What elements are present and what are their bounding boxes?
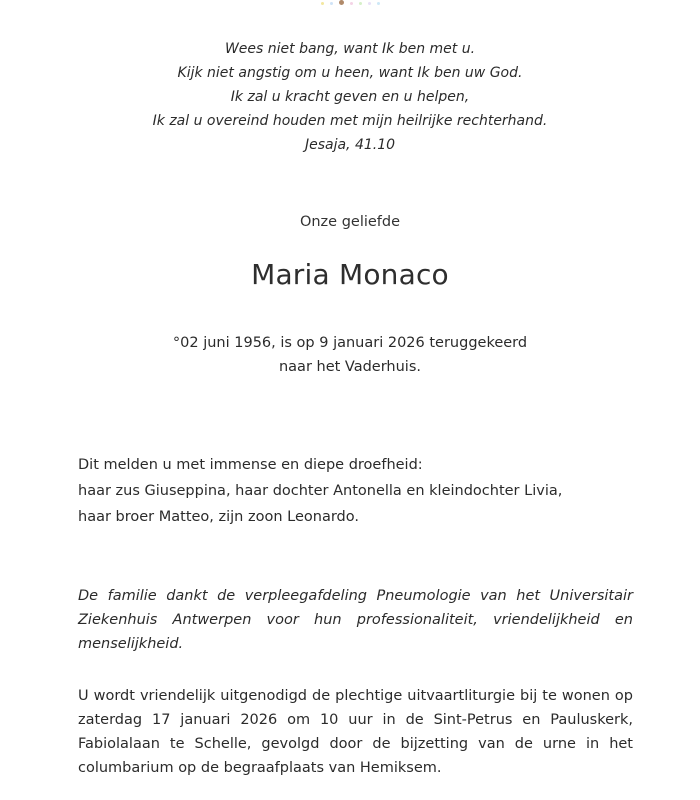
verse-reference: Jesaja, 41.10 [304, 137, 396, 153]
ornament-dot [339, 0, 344, 5]
dates-line: °02 juni 1956, is op 9 januari 2026 teruggekeerd [172, 335, 528, 351]
verse-line: Kijk niet angstig om u heen, want Ik ben uw God. [177, 65, 523, 81]
announcement-line: haar broer Matteo, zijn zoon Leonardo. [78, 509, 359, 525]
intro-text: Onze geliefde [299, 214, 401, 230]
ornament-dot [321, 2, 324, 5]
life-dates [0, 331, 700, 379]
ornament-dot [368, 2, 371, 5]
ornament-dot [330, 2, 333, 5]
announcement-line: haar zus Giuseppina, haar dochter Antonella en kleindochter Livia, [78, 483, 563, 499]
bible-verse [0, 37, 700, 157]
funeral-invitation-paragraph: U wordt vriendelijk uitgenodigd de plechtige uitvaartliturgie bij te wonen op zaterdag 17 januari 2026 om 10 uur in de Sint-Petrus en Pauluskerk, Fabiolalaan te Schelle, gevolgd door de bijzetting van de urne in het columbarium op de begraafplaats van Hemiksem. [78, 688, 633, 776]
ornament-dot [377, 2, 380, 5]
dates-line: naar het Vaderhuis. [278, 359, 422, 375]
family-announcement [78, 452, 638, 530]
verse-line: Ik zal u overeind houden met mijn heilrijke rechterhand. [152, 113, 548, 129]
deceased-name: Maria Monaco [251, 258, 449, 291]
announcement-line: Dit melden u met immense en diepe droefheid: [78, 457, 423, 473]
ornament-dot [359, 2, 362, 5]
verse-line: Ik zal u kracht geven en u helpen, [230, 89, 470, 105]
decorative-ornament-icon [310, 0, 390, 8]
ornament-dot [350, 2, 353, 5]
thanks-paragraph: De familie dankt de verpleegafdeling Pneumologie van het Universitair Ziekenhuis Antwerpen voor hun professionaliteit, vriendelijkheid en menselijkheid. [78, 588, 633, 652]
verse-line: Wees niet bang, want Ik ben met u. [224, 41, 476, 57]
